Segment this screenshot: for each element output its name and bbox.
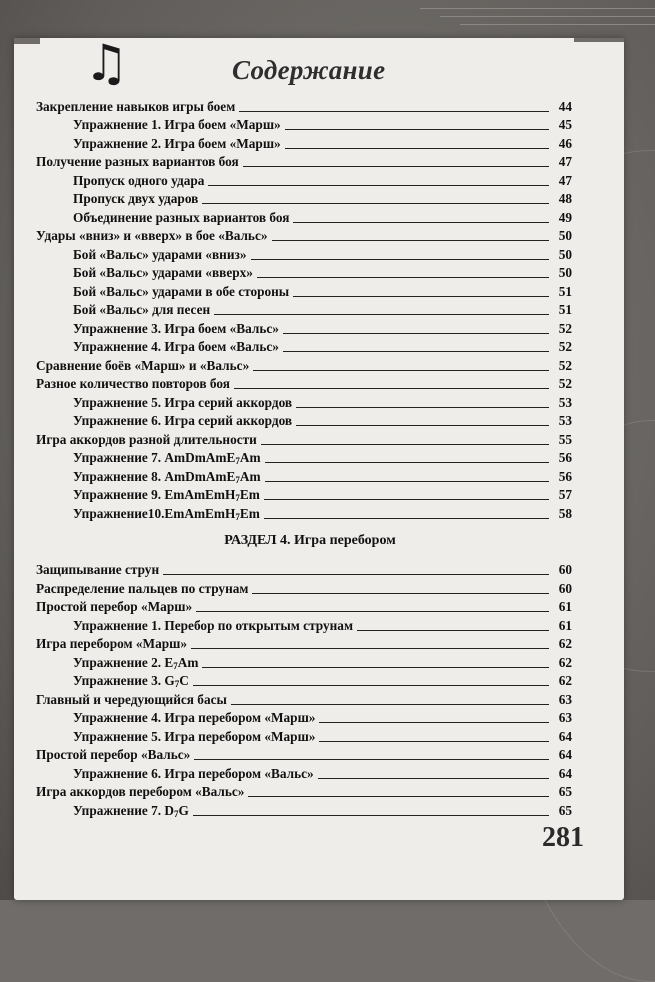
toc-entry-page: 61 [558, 599, 572, 614]
section-heading: РАЗДЕЛ 4. Игра перебором [224, 532, 396, 548]
toc-entry-title: Упражнение 5. Игра перебором «Марш» [73, 728, 316, 744]
toc-entry[interactable] [36, 374, 572, 393]
toc-entry-title: Упражнение 4. Игра боем «Вальс» [73, 339, 279, 354]
toc-entry[interactable] [36, 355, 572, 374]
toc-entry-title: Игра аккордов разной длительности [36, 431, 257, 447]
toc-entry[interactable] [36, 263, 572, 282]
dot-leader [251, 259, 550, 260]
toc-entry-page: 64 [558, 747, 572, 762]
dot-leader [357, 630, 549, 631]
toc-entry-page: 52 [558, 357, 572, 373]
dot-leader [318, 778, 549, 779]
toc-entry[interactable] [36, 429, 572, 448]
toc-entry[interactable] [36, 226, 572, 245]
toc-entry-page: 56 [558, 468, 572, 484]
toc-entry-title: Упражнение 6. Игра серий аккордов [73, 413, 293, 428]
page-title: Содержание [232, 55, 386, 85]
toc-entry-title: Закрепление навыков игры боем [36, 98, 236, 114]
toc-entry-page: 62 [558, 654, 572, 670]
toc-entry-page: 53 [558, 413, 572, 428]
toc-entry[interactable] [36, 634, 572, 653]
toc-entry[interactable] [36, 578, 572, 597]
toc-entry-title: Бой «Вальс» ударами в обе стороны [73, 283, 290, 299]
toc-entry-title: Упражнение 5. Игра серий аккордов [73, 394, 293, 410]
staff-line [420, 8, 655, 9]
toc-entry-page: 60 [558, 580, 572, 596]
toc-entry[interactable] [36, 96, 572, 115]
toc-entry-title: Защипывание струн [36, 562, 160, 577]
toc-entry-page: 65 [558, 784, 572, 799]
toc-entry-title: Простой перебор «Марш» [36, 599, 193, 614]
dot-leader [196, 611, 549, 612]
toc-entry-title: Упражнение 2. $E_7Am$ [73, 654, 199, 671]
dot-leader [283, 351, 549, 352]
toc-entry[interactable] [36, 560, 572, 579]
dot-leader [265, 462, 549, 463]
toc-entry-page: 52 [558, 376, 572, 391]
toc-entry-title: Главный и чередующийся басы [36, 691, 227, 707]
toc-entry-title: Игра перебором «Марш» [36, 636, 188, 651]
toc-entry-title: Игра аккордов перебором «Вальс» [36, 784, 245, 799]
toc-entry-page: 60 [558, 562, 572, 577]
dot-leader [239, 111, 549, 112]
dot-leader [202, 203, 549, 204]
toc-entry[interactable] [36, 300, 572, 319]
toc-entry[interactable] [36, 800, 572, 819]
toc-entry[interactable] [36, 503, 572, 522]
dot-leader [252, 593, 549, 594]
dot-leader [253, 370, 549, 371]
toc-entry-page: 47 [558, 154, 572, 169]
toc-entry-title: Упражнение 8. AmDmAmE$_7$Am [73, 468, 261, 485]
toc-entry-page: 57 [558, 487, 572, 502]
toc-entry-title: Разное количество повторов боя [36, 376, 230, 391]
dot-leader [319, 722, 549, 723]
toc-entry-title: Объединение разных вариантов боя [73, 209, 290, 225]
toc-entry[interactable] [36, 671, 572, 690]
toc-group-a [36, 96, 572, 448]
toc-entry-page: 56 [558, 450, 572, 465]
toc-entry[interactable] [36, 392, 572, 411]
toc-entry-page: 63 [558, 710, 572, 725]
toc-entry-title: Упражнение 7. AmDmAmE$_7$Am [73, 450, 261, 466]
toc-entry-title: Бой «Вальс» ударами «вверх» [73, 265, 253, 280]
toc-entry-title: Упражнение 3. Игра боем «Вальс» [73, 320, 279, 336]
music-notes-icon: ♫ [84, 34, 129, 92]
toc-group-b [36, 560, 572, 653]
toc-entry-page: 64 [558, 765, 572, 781]
dot-leader [261, 444, 549, 445]
toc-entry-page: 51 [558, 283, 572, 299]
toc-entry-page: 45 [558, 117, 572, 132]
dot-leader [293, 222, 549, 223]
dot-leader [265, 481, 549, 482]
toc-entry-page: 50 [558, 228, 572, 243]
dot-leader [293, 296, 549, 297]
toc-entry[interactable] [36, 466, 572, 485]
toc-entry[interactable] [36, 485, 572, 504]
toc-entry-title: Упражнение 1. Перебор по открытым струнам [73, 617, 354, 633]
dot-leader [194, 759, 549, 760]
toc-entry-title: Бой «Вальс» для песен [73, 302, 211, 317]
dot-leader [202, 667, 549, 668]
toc-entry-title: Упражнение 9. EmAmEmH$_7$Em [73, 487, 260, 503]
staff-line [460, 24, 655, 25]
toc-entry[interactable] [36, 207, 572, 226]
dot-leader [231, 704, 549, 705]
toc-entry[interactable] [36, 615, 572, 634]
dot-leader [285, 148, 549, 149]
dot-leader [191, 648, 549, 649]
dot-leader [163, 574, 549, 575]
toc-entry-page: 62 [558, 636, 572, 651]
toc-entry-page: 63 [558, 691, 572, 707]
toc-entry-page: 58 [558, 505, 572, 521]
toc-entry[interactable] [36, 281, 572, 300]
dot-leader [243, 166, 549, 167]
toc-entry-title: Упражнение10.EmAmEmH$_7$Em [73, 505, 260, 522]
toc-entry[interactable] [36, 745, 572, 764]
toc-entry-title: Упражнение 3. $G_7C$ [73, 673, 189, 689]
toc-entry-page: 47 [558, 172, 572, 188]
toc-entry-page: 49 [558, 209, 572, 225]
toc-entry[interactable] [36, 337, 572, 356]
toc-entry[interactable] [36, 708, 572, 727]
toc-entry-title: Упражнение 2. Игра боем «Марш» [73, 135, 281, 151]
toc-entry-page: 53 [558, 394, 572, 410]
toc-entry[interactable] [36, 170, 572, 189]
toc-entry-page: 62 [558, 673, 572, 688]
toc-entry-title: Бой «Вальс» ударами «вниз» [73, 246, 247, 262]
toc-entry-page: 50 [558, 265, 572, 280]
toc-entry-title: Пропуск одного удара [73, 172, 205, 188]
torn-edge [14, 38, 40, 44]
toc-entry[interactable] [36, 189, 572, 208]
dot-leader [193, 815, 549, 816]
toc-entry-page: 52 [558, 320, 572, 336]
toc-entry-page: 51 [558, 302, 572, 317]
dot-leader [264, 499, 549, 500]
dot-leader [193, 685, 549, 686]
toc-entry-title: Распределение пальцев по струнам [36, 580, 249, 596]
staff-line [440, 16, 655, 17]
toc-entry[interactable] [36, 115, 572, 134]
toc-entry-title: Упражнение 4. Игра перебором «Марш» [73, 710, 316, 725]
dot-leader [283, 333, 549, 334]
toc-entry-page: 46 [558, 135, 572, 151]
toc-entry-title: Упражнение 6. Игра перебором «Вальс» [73, 765, 314, 781]
toc-entry-title: Упражнение 7. $D_7G$ [73, 802, 189, 819]
toc-entry-page: 55 [558, 431, 572, 447]
toc-entry[interactable] [36, 152, 572, 171]
dot-leader [264, 518, 549, 519]
toc-entry[interactable] [36, 782, 572, 801]
toc-entry-title: Пропуск двух ударов [73, 191, 199, 206]
torn-edge [574, 38, 624, 42]
toc-entry[interactable] [36, 726, 572, 745]
toc-entry[interactable] [36, 244, 572, 263]
toc-entry-page: 52 [558, 339, 572, 354]
toc-entry[interactable] [36, 652, 572, 671]
dot-leader [296, 425, 549, 426]
toc-entry[interactable] [36, 133, 572, 152]
toc-entry[interactable] [36, 763, 572, 782]
dot-leader [248, 796, 549, 797]
dot-leader [214, 314, 549, 315]
toc-entry-title: Сравнение боёв «Марш» и «Вальс» [36, 357, 250, 373]
dot-leader [296, 407, 549, 408]
dot-leader [285, 129, 549, 130]
toc-group-c [36, 689, 572, 800]
toc-entry[interactable] [36, 689, 572, 708]
dot-leader [208, 185, 549, 186]
dot-leader [234, 388, 549, 389]
dot-leader [257, 277, 549, 278]
toc-entry-title: Удары «вниз» и «вверх» в бое «Вальс» [36, 228, 268, 243]
toc-entry-page: 65 [558, 802, 572, 818]
toc-entry-page: 61 [558, 617, 572, 633]
toc-entry-page: 48 [558, 191, 572, 206]
toc-entry-page: 64 [558, 728, 572, 744]
page-number: 281 [542, 822, 584, 853]
dot-leader [272, 240, 549, 241]
toc-entry[interactable] [36, 411, 572, 430]
dot-leader [319, 741, 549, 742]
toc-entry-title: Простой перебор «Вальс» [36, 747, 191, 762]
toc-entry[interactable] [36, 318, 572, 337]
toc-entry-title: Упражнение 1. Игра боем «Марш» [73, 117, 281, 132]
table-of-contents [36, 96, 572, 819]
toc-entry-page: 44 [558, 98, 572, 114]
toc-entry-page: 50 [558, 246, 572, 262]
toc-entry[interactable] [36, 597, 572, 616]
toc-entry[interactable] [36, 448, 572, 467]
toc-entry-title: Получение разных вариантов боя [36, 154, 239, 169]
